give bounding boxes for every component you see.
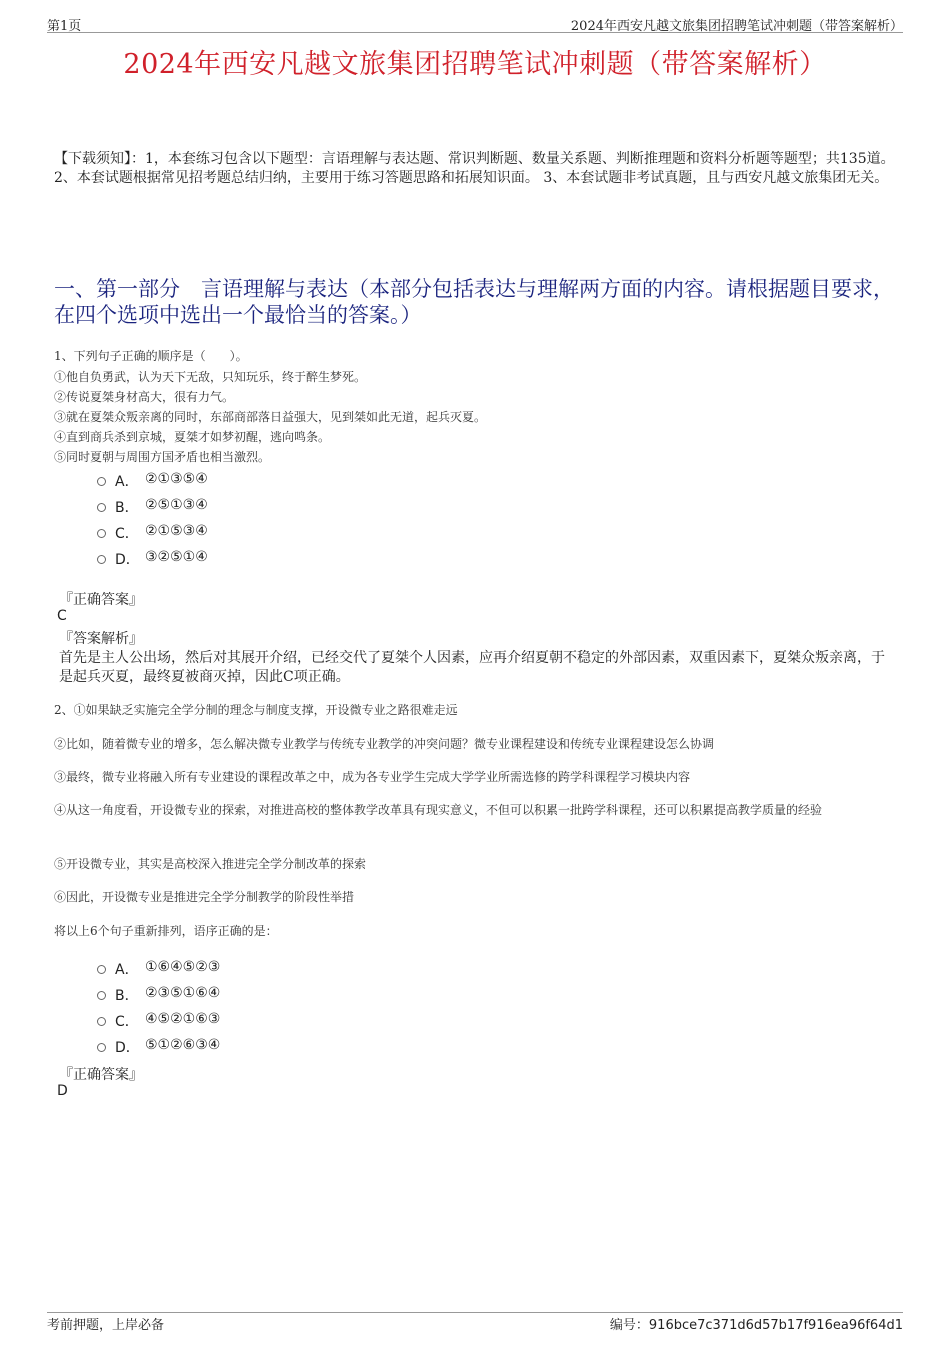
- q1-explain-label: 『答案解析』: [59, 631, 143, 647]
- option-text: ④⑤②①⑥③: [145, 1011, 221, 1027]
- radio-icon[interactable]: [97, 477, 106, 486]
- option-text: ⑤①②⑥③④: [145, 1037, 221, 1053]
- option-text: ②⑤①③④: [145, 497, 208, 513]
- option-text: ②③⑤①⑥④: [145, 985, 221, 1001]
- radio-icon[interactable]: [97, 1043, 106, 1052]
- option-letter: B．: [115, 988, 139, 1004]
- radio-icon[interactable]: [97, 529, 106, 538]
- q1-line: ②传说夏桀身材高大，很有力气。: [54, 390, 235, 404]
- q2-line: ⑥因此，开设微专业是推进完全学分制教学的阶段性举措: [54, 890, 355, 904]
- option-text: ①⑥④⑤②③: [145, 959, 221, 975]
- q2-answer: D: [57, 1083, 68, 1099]
- q1-option-a[interactable]: [0, 471, 400, 491]
- q2-answer-label: 『正确答案』: [59, 1067, 143, 1083]
- option-text: ②①⑤③④: [145, 523, 208, 539]
- option-text: ②①③⑤④: [145, 471, 208, 487]
- q2-line: ③最终，微专业将融入所有专业建设的课程改革之中，成为各专业学生完成大学学业所需选修的跨学科课程学习模块内容: [54, 770, 691, 784]
- q1-line: ③就在夏桀众叛亲离的同时，东部商部落日益强大，见到桀如此无道，起兵灭夏。: [54, 410, 487, 424]
- q1-explanation: 首先是主人公出场，然后对其展开介绍，已经交代了夏桀个人因素，应再介绍夏朝不稳定的外部因素，双重因素下，夏桀众叛亲离，于是起兵灭夏，最终夏被商灭掉，因此C项正确。: [59, 650, 885, 685]
- option-letter: D．: [115, 1040, 140, 1056]
- option-letter: B．: [115, 500, 139, 516]
- q2-line: ④从这一角度看，开设微专业的探索，对推进高校的整体教学改革具有现实意义，不但可以积累一批跨学科课程，还可以积累提高教学质量的经验: [54, 803, 823, 817]
- option-letter: A．: [115, 474, 139, 490]
- radio-icon[interactable]: [97, 503, 106, 512]
- option-text: ③②⑤①④: [145, 549, 208, 565]
- page-number: 第1页: [47, 19, 82, 34]
- option-letter: D．: [115, 552, 140, 568]
- option-letter: C．: [115, 526, 139, 542]
- q2-line: ②比如，随着微专业的增多，怎么解决微专业教学与传统专业教学的冲突问题？微专业课程建设和传统专业课程建设怎么协调: [54, 737, 715, 751]
- radio-icon[interactable]: [97, 555, 106, 564]
- footer-slogan: 考前押题，上岸必备: [47, 1318, 165, 1333]
- q2-option-a[interactable]: [0, 959, 400, 979]
- option-letter: C．: [115, 1014, 139, 1030]
- radio-icon[interactable]: [97, 1017, 106, 1026]
- q2-option-c[interactable]: [0, 1011, 400, 1031]
- q2-option-d[interactable]: [0, 1037, 400, 1057]
- q2-option-b[interactable]: [0, 985, 400, 1005]
- q1-line: ①他自负勇武，认为天下无敌，只知玩乐，终于醉生梦死。: [54, 370, 367, 384]
- q1-stem: 1、下列句子正确的顺序是（ ）。: [54, 349, 248, 363]
- q1-line: ⑤同时夏朝与周围方国矛盾也相当激烈。: [54, 450, 271, 464]
- section-heading: 一、第一部分 言语理解与表达（本部分包括表达与理解两方面的内容。请根据题目要求，在四个选项中选出一个最恰当的答案。）: [54, 277, 894, 327]
- q1-line: ④直到商兵杀到京城，夏桀才如梦初醒，逃向鸣条。: [54, 430, 331, 444]
- document-code: [610, 1314, 903, 1333]
- option-letter: A．: [115, 962, 139, 978]
- q1-option-d[interactable]: [0, 549, 400, 569]
- q1-answer: C: [57, 608, 67, 624]
- q2-line: ⑤开设微专业，其实是高校深入推进完全学分制改革的探索: [54, 857, 367, 871]
- header-doc-title: 2024年西安凡越文旅集团招聘笔试冲刺题（带答案解析）: [570, 19, 903, 34]
- footer-divider: [47, 1312, 903, 1313]
- q2-line: 2、①如果缺乏实施完全学分制的理念与制度支撑，开设微专业之路很难走远: [54, 703, 458, 717]
- radio-icon[interactable]: [97, 991, 106, 1000]
- page-title: 2024年西安凡越文旅集团招聘笔试冲刺题（带答案解析）: [123, 49, 827, 80]
- radio-icon[interactable]: [97, 965, 106, 974]
- q2-prompt: 将以上6个句子重新排列，语序正确的是：: [54, 924, 278, 938]
- q1-option-c[interactable]: [0, 523, 400, 543]
- q1-answer-label: 『正确答案』: [59, 592, 143, 608]
- q1-option-b[interactable]: [0, 497, 400, 517]
- code-value: 916bce7c371d6d57b17f916ea96f64d1: [648, 1318, 903, 1333]
- code-label: 编号：: [609, 1318, 649, 1333]
- download-notice: 【下载须知】：1，本套练习包含以下题型：言语理解与表达题、常识判断题、数量关系题、判断推理题和资料分析题等题型；共135道。 2、本套试题根据常见招考题总结归纳，主要用于练习答题思路和拓展知识面。 3、本套试题非考试真题，且与西安凡越文旅集团无关。: [54, 151, 895, 186]
- header-divider: [47, 32, 903, 33]
